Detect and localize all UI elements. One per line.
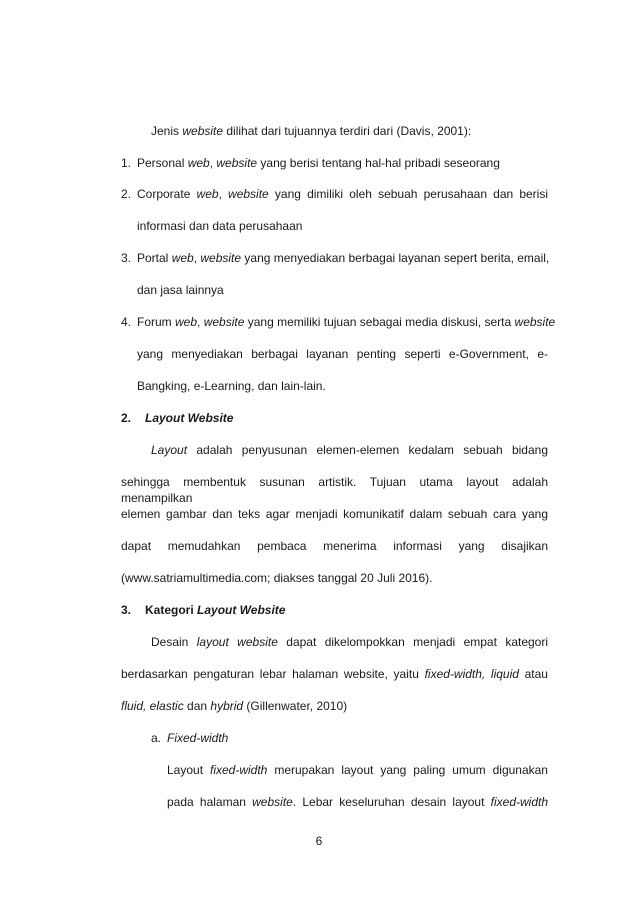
sub-a-title (167, 730, 228, 746)
section-2-para-line-3: elemen gambar dan teks agar menjadi komunikatif dalam sebuah cara yang (121, 507, 548, 521)
term: web (187, 156, 210, 170)
text: Desain (151, 635, 197, 649)
term: Layout (151, 443, 188, 457)
text: Forum (137, 315, 176, 329)
list-item-3-line-1 (137, 250, 549, 266)
text: yang berisi tentang hal-hal pribadi seseorang (257, 156, 500, 170)
list-item-4-line-1 (137, 314, 555, 330)
section-2-para-line-5: (www.satriamultimedia.com; diakses tanggal 20 Juli 2016). (121, 571, 433, 585)
text: , (197, 315, 204, 329)
text: Personal (137, 156, 188, 170)
intro-term: website (182, 124, 224, 138)
text: dapat dikelompokkan menjadi empat kategori (277, 635, 549, 649)
term: fixed-width, liquid (424, 667, 519, 681)
text: pada halaman (167, 795, 253, 809)
text: atau (518, 667, 548, 681)
list-item-1-line-1 (137, 155, 500, 171)
section-2-para-line-2: sehingga membentuk susunan artistik. Tujuan utama layout adalah menampilkan (121, 475, 548, 505)
section-2-para-line-4: dapat memudahkan pembaca menerima informasi yang disajikan (121, 539, 548, 553)
title-text: Kategori (145, 603, 198, 617)
text: yang menyediakan berbagai layanan sepert berita, email, (241, 251, 550, 265)
intro-text-a: Jenis (151, 124, 183, 138)
text: adalah penyusunan elemen-elemen kedalam sebuah bidang (187, 443, 548, 457)
list-number: 4. (121, 315, 132, 329)
term: layout website (196, 635, 278, 649)
section-3-title (145, 602, 285, 618)
title-text: Layout Website (145, 411, 234, 425)
text: merupakan layout yang paling umum digunakan (267, 763, 548, 777)
text: yang memiliki tujuan sebagai media diskusi, serta (244, 315, 515, 329)
term: website (228, 187, 269, 201)
text: , (193, 251, 201, 265)
term: website (203, 315, 245, 329)
text: Portal (137, 251, 172, 265)
sub-a-para-line-2 (167, 794, 548, 810)
section-3-para-line-3 (121, 698, 347, 714)
term: website (216, 156, 258, 170)
title-term: Layout Website (197, 603, 286, 617)
term: fixed-width (490, 795, 548, 809)
text: dan (183, 699, 211, 713)
section-3-para-line-1 (151, 634, 548, 650)
section-2-para-line-1 (151, 442, 548, 458)
term: fixed-width (210, 763, 268, 777)
text: Corporate (137, 187, 197, 201)
sub-a-para-line-1 (167, 762, 548, 778)
term: hybrid (210, 699, 244, 713)
title-term: Fixed-width (167, 731, 229, 745)
section-3-para-line-2 (121, 666, 548, 682)
text: , (209, 156, 217, 170)
list-number: 1. (121, 156, 132, 170)
term: web (171, 251, 194, 265)
term: web (196, 187, 219, 201)
section-3-number: 3. (121, 603, 132, 617)
section-2-number: 2. (121, 411, 132, 425)
sub-a-label: a. (151, 731, 162, 745)
list-item-4-line-2: yang menyediakan berbagai layanan penting seperti e-Government, e- (137, 347, 548, 361)
list-item-4-line-3: Bangking, e-Learning, dan lain-lain. (137, 379, 326, 393)
term: website (252, 795, 293, 809)
term: web (175, 315, 198, 329)
term: fluid, elastic (121, 699, 184, 713)
list-item-2-line-1 (137, 186, 548, 202)
text: Layout (167, 763, 210, 777)
intro-line (151, 123, 471, 139)
term: website (200, 251, 242, 265)
text: . Lebar keseluruhan desain layout (292, 795, 491, 809)
intro-text-c: dilihat dari tujuannya terdiri dari (Davis, 2001): (223, 124, 472, 138)
term: website (514, 315, 556, 329)
list-number: 2. (121, 187, 132, 201)
text: berdasarkan pengaturan lebar halaman website, yaitu (121, 667, 425, 681)
text: , (218, 187, 229, 201)
section-2-title (145, 410, 233, 426)
list-item-3-line-2: dan jasa lainnya (137, 283, 224, 297)
page-number: 6 (315, 834, 323, 848)
text: (Gillenwater, 2010) (243, 699, 348, 713)
text: yang dimiliki oleh sebuah perusahaan dan berisi (268, 187, 549, 201)
list-number: 3. (121, 251, 132, 265)
list-item-2-line-2: informasi dan data perusahaan (137, 219, 303, 233)
